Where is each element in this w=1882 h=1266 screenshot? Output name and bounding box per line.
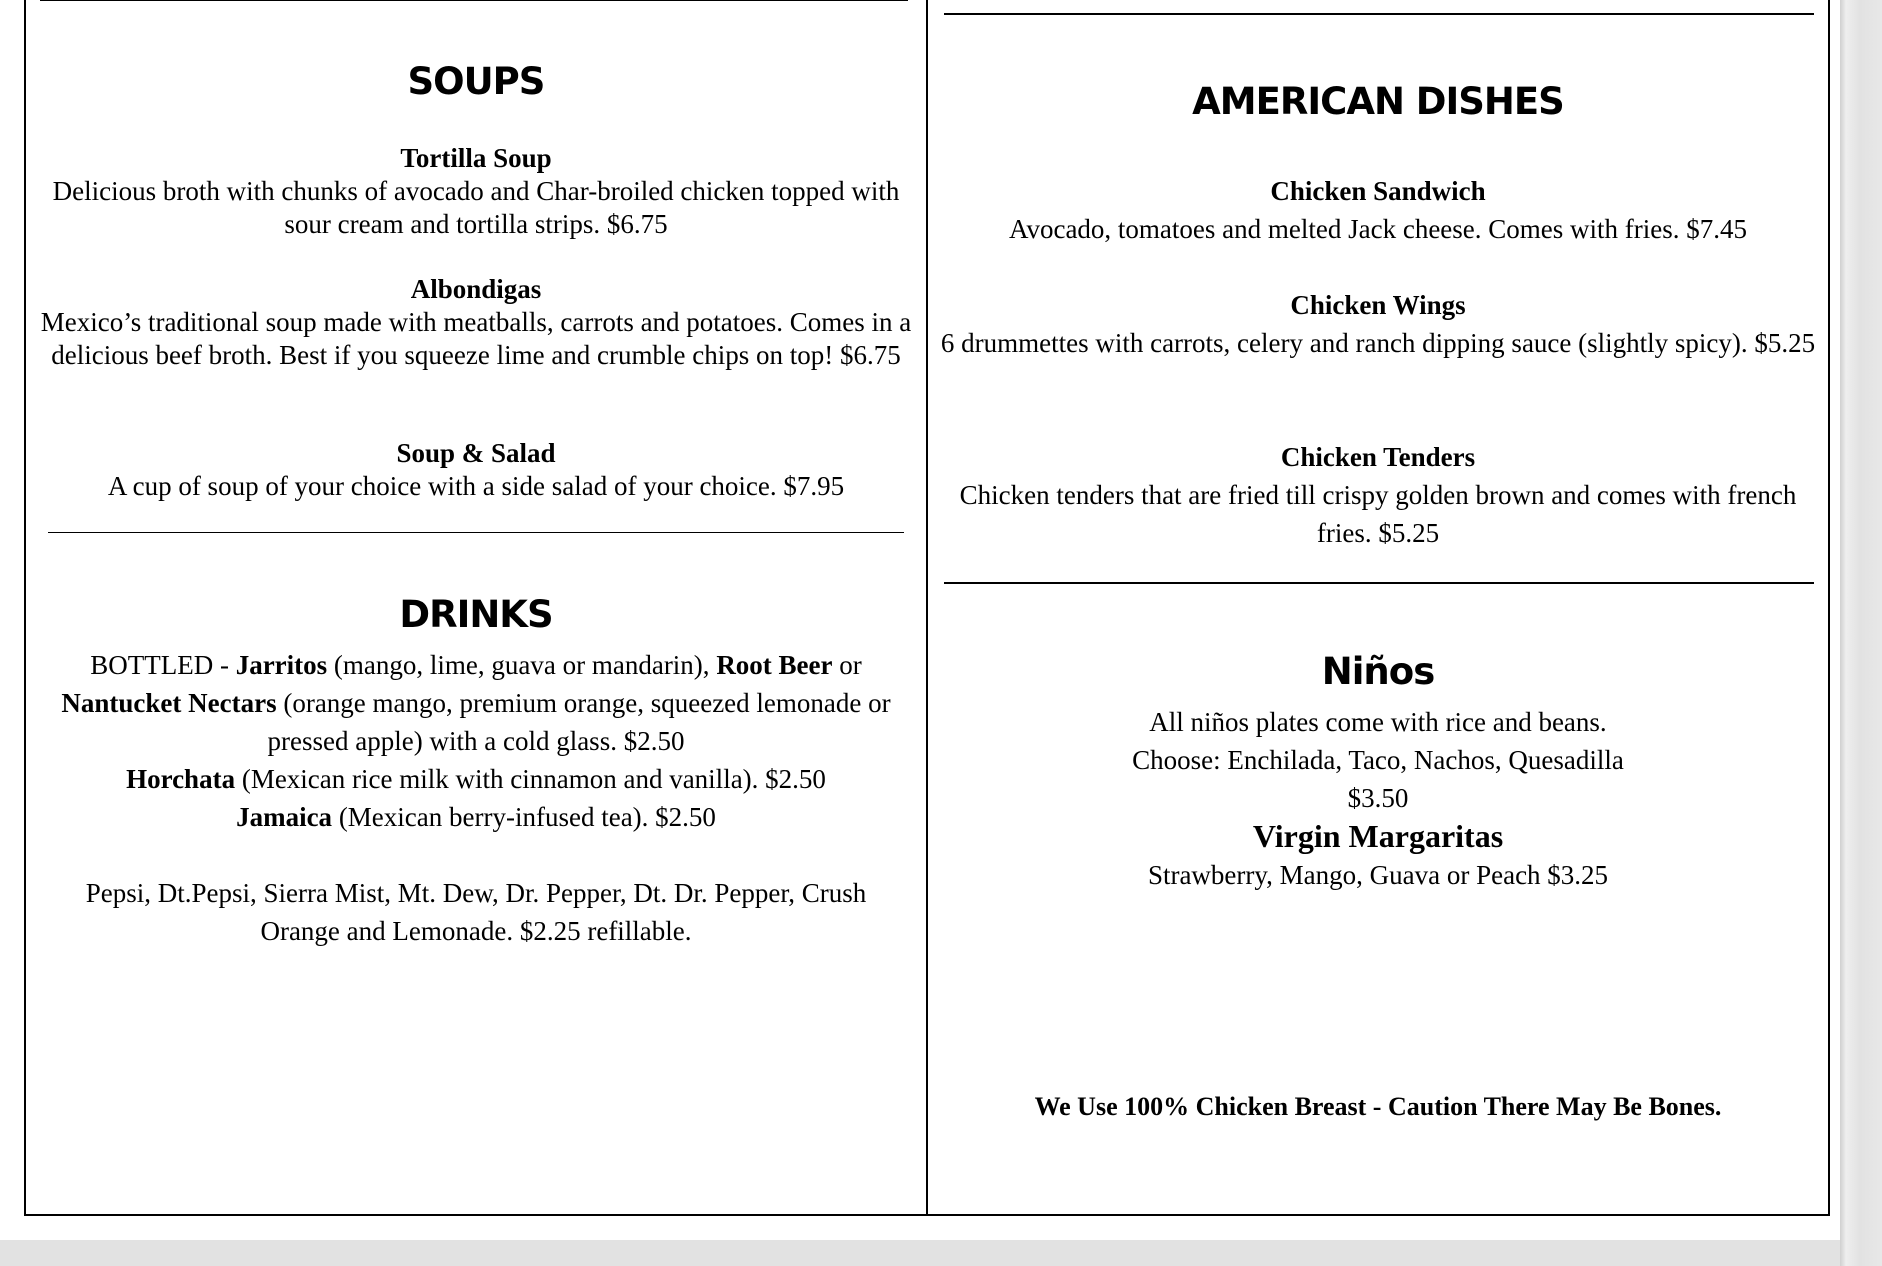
menu-item-chicken-wings [938,286,1818,362]
menu-item-albondigas [36,273,916,372]
nantucket-name: Nantucket Nectars [61,688,277,718]
jarritos-desc: (mango, lime, guava or mandarin), [327,650,717,680]
item-description: Mexico’s traditional soup made with meatballs, carrots and potatoes. Comes in a delicious beef broth. Best if you squeeze lime and crumble chips on top! $6.75 [40,307,912,370]
item-name: Albondigas [410,274,542,304]
chicken-notice: We Use 100% Chicken Breast - Caution There May Be Bones. [1034,1092,1722,1121]
menu-item-chicken-tenders [936,438,1820,552]
item-name: Soup & Salad [396,438,556,468]
drinks-heading: DRINKS [399,593,553,636]
ninos-heading: Niños [1321,650,1435,693]
item-name: Chicken Wings [1290,290,1466,320]
drinks-bottled [46,646,906,836]
nantucket-desc: (orange mango, premium orange, squeezed lemonade or pressed apple) with a cold glass. $2.50 [267,688,891,756]
jarritos-name: Jarritos [235,650,328,680]
american-divider-rule [944,582,1814,584]
american-dishes-heading: AMERICAN DISHES [1192,80,1564,123]
item-name: Chicken Sandwich [1270,176,1486,206]
item-description: Strawberry, Mango, Guava or Peach $3.25 [1147,860,1609,890]
ninos-line-1: All niños plates come with rice and beans. [1149,707,1607,737]
item-description: Avocado, tomatoes and melted Jack cheese. Comes with fries. $7.45 [1008,214,1748,244]
ninos-details [938,703,1818,817]
soups-heading: SOUPS [407,60,545,103]
item-name: Virgin Margaritas [1252,818,1504,854]
left-column [26,0,926,1216]
item-description: 6 drummettes with carrots, celery and ranch dipping sauce (slightly spicy). $5.25 [940,328,1816,358]
soups-divider-rule [48,532,904,533]
ninos-line-2: Choose: Enchilada, Taco, Nachos, Quesadilla [1132,745,1624,775]
item-description: Chicken tenders that are fried till crispy golden brown and comes with french fries. $5.25 [959,480,1797,548]
window-edge [1840,0,1882,1266]
item-description: A cup of soup of your choice with a side salad of your choice. $7.95 [107,471,845,501]
ninos-price: $3.50 [1347,783,1409,813]
horchata-name: Horchata [126,764,236,794]
item-description: Delicious broth with chunks of avocado and Char-broiled chicken topped with sour cream and tortilla strips. $6.75 [52,176,900,239]
menu-item-tortilla-soup [36,142,916,241]
horchata-desc: (Mexican rice milk with cinnamon and vanilla). $2.50 [235,764,826,794]
drinks-fountain: Pepsi, Dt.Pepsi, Sierra Mist, Mt. Dew, Dr. Pepper, Dt. Dr. Pepper, Crush Orange and Lemonade. $2.25 refillable. [85,878,867,946]
menu-item-chicken-sandwich [938,172,1818,248]
root-beer-name: Root Beer [716,650,833,680]
item-name: Chicken Tenders [1280,442,1476,472]
jamaica-name: Jamaica [236,802,333,832]
or-text: or [832,650,862,680]
bottled-prefix: BOTTLED - [90,650,236,680]
menu-item-soup-salad [36,437,916,503]
item-name: Tortilla Soup [400,143,552,173]
jamaica-desc: (Mexican berry-infused tea). $2.50 [332,802,716,832]
right-column [928,0,1828,1216]
menu-item-virgin-margaritas [938,816,1818,894]
